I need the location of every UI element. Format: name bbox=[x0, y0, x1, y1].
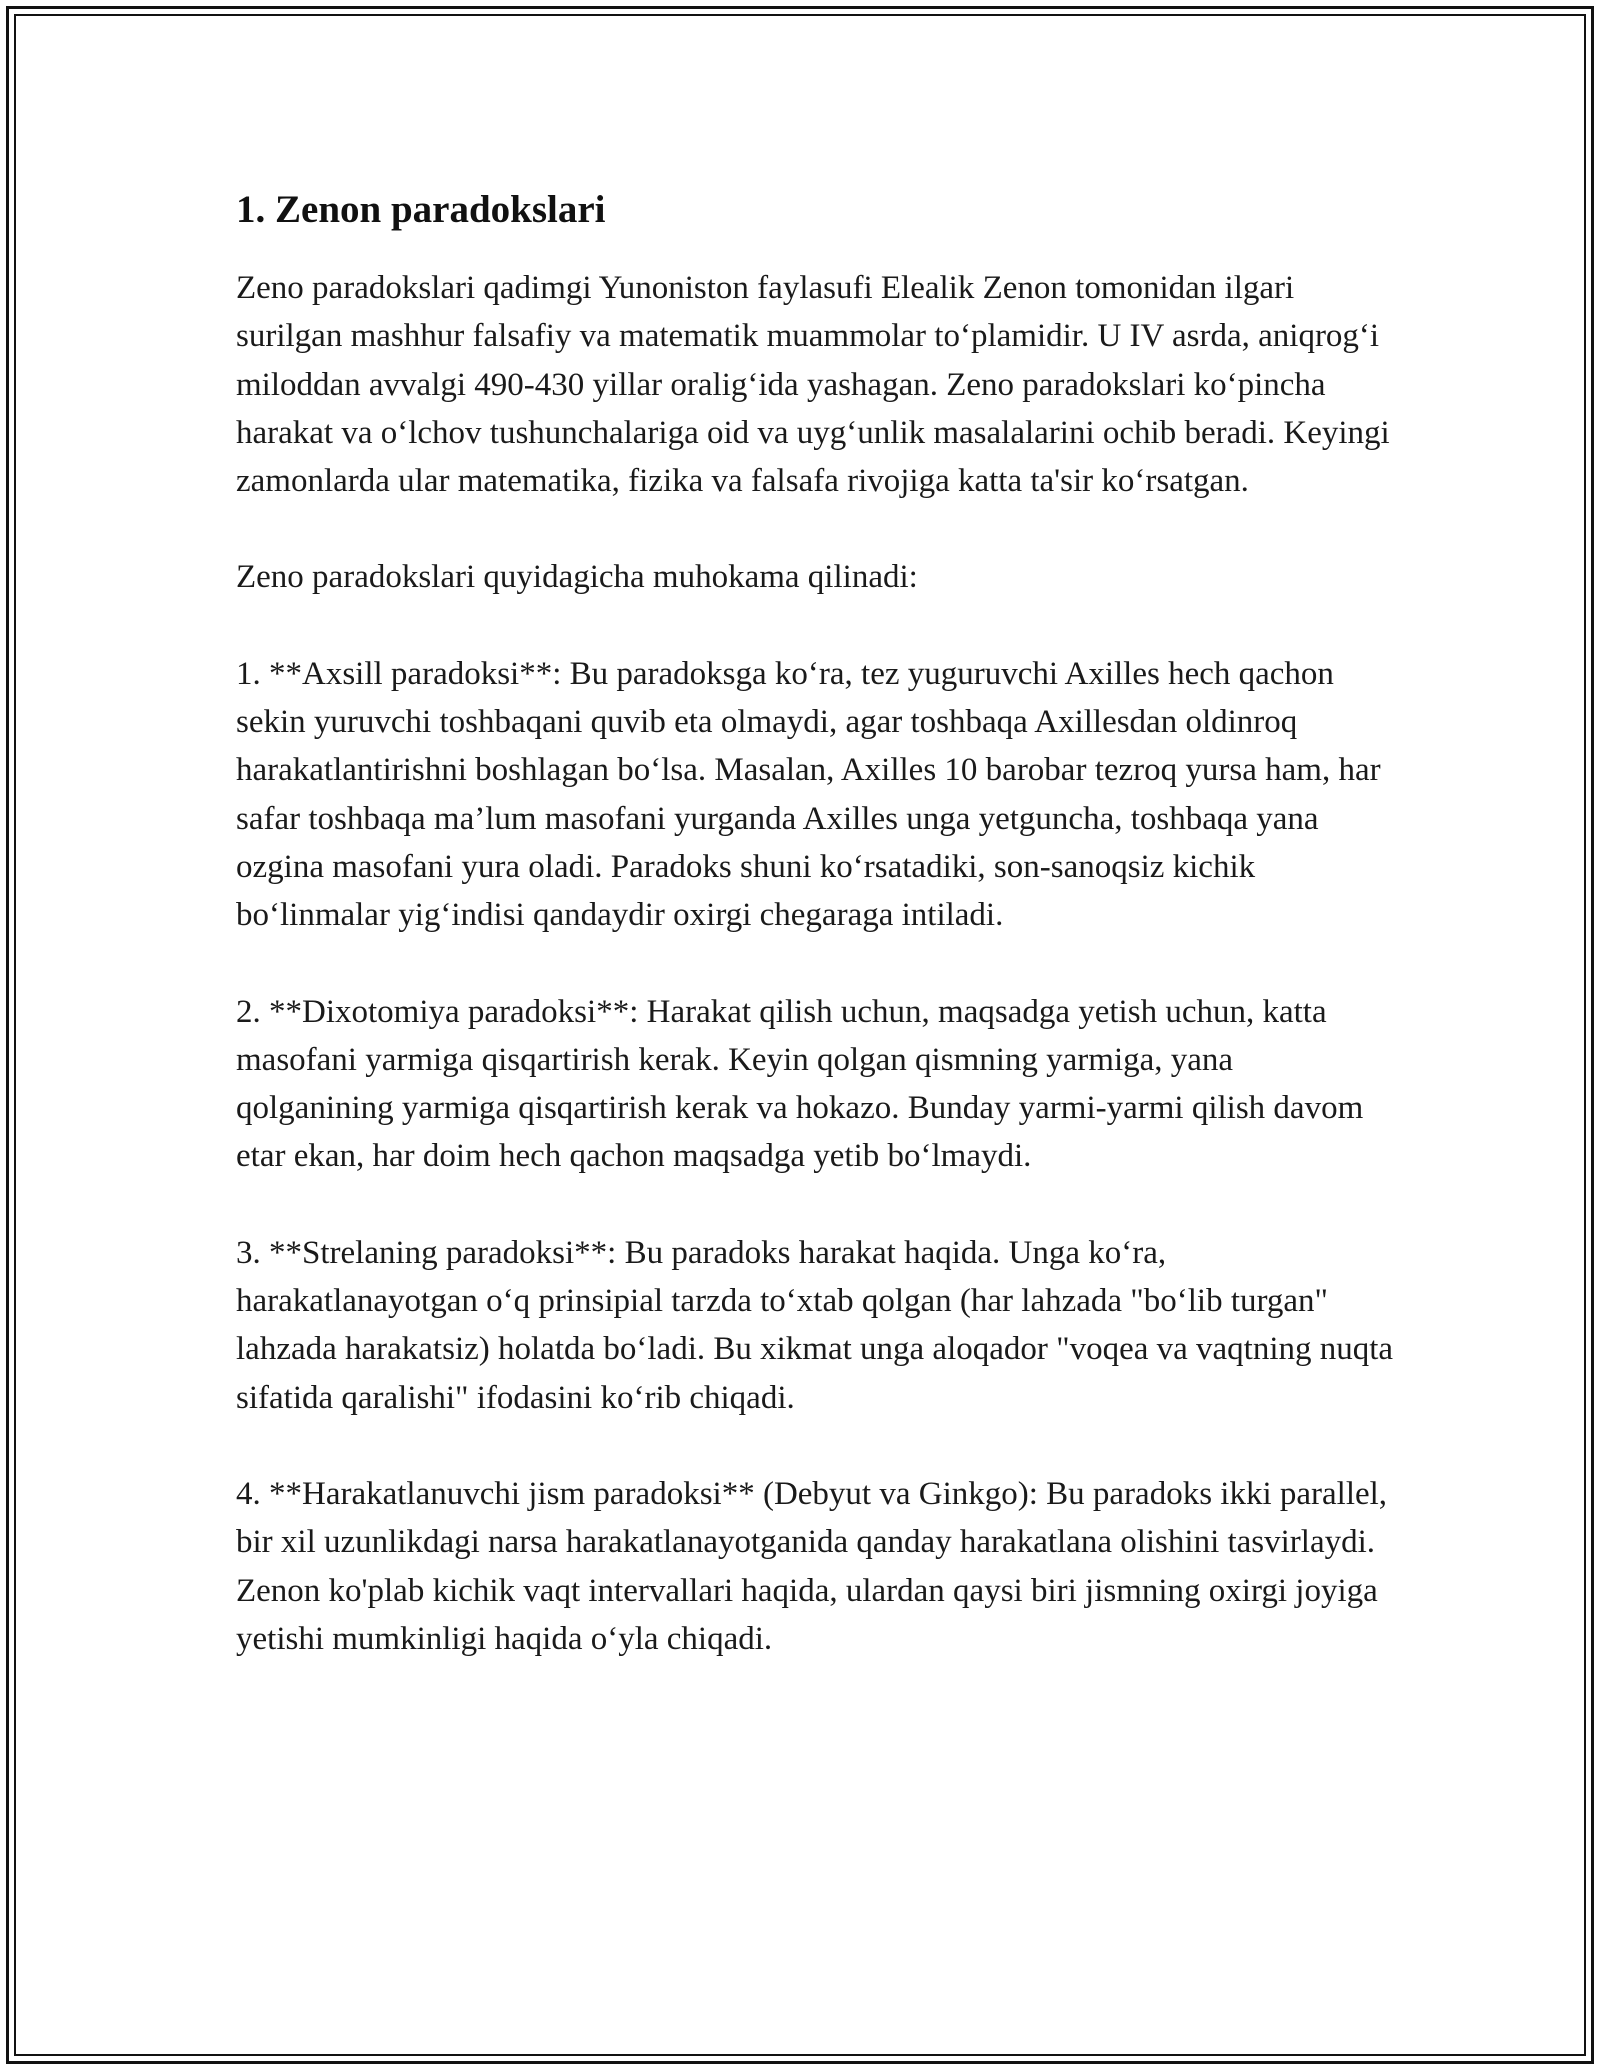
list-intro-paragraph: Zeno paradokslari quyidagicha muhokama qilinadi: bbox=[236, 559, 918, 596]
achilles-paradox-paragraph: 1. **Axsill paradoksi**: Bu paradoksga ko‘ra, tez yuguruvchi Axilles hech qachon sekin yuruvchi toshbaqani quvib eta olmaydi, agar toshbaqa Axillesdan oldinroq harakatlantirishni boshlagan bo‘lsa. Masalan, Axilles 10 barobar tezroq yursa ham, har safar toshbaqa ma’lum masofani yurganda Axilles unga yetguncha, toshbaqa yana ozgina masofani yura oladi. Paradoks shuni ko‘rsatadiki, son-sanoqsiz kichik bo‘linmalar yig‘indisi qandaydir oxirgi chegaraga intiladi. bbox=[236, 655, 1381, 934]
section-heading: 1. Zenon paradokslari bbox=[236, 188, 606, 231]
intro-paragraph: Zeno paradokslari qadimgi Yunoniston faylasufi Elealik Zenon tomonidan ilgari surilgan mashhur falsafiy va matematik muammolar to‘plamidir. U IV asrda, aniqrog‘i miloddan avvalgi 490-430 yillar oralig‘ida yashagan. Zeno paradokslari ko‘pincha harakat va o‘lchov tushunchalariga oid va uyg‘unlik masalalarini ochib beradi. Keyingi zamonlarda ular matematika, fizika va falsafa rivojiga katta ta'sir ko‘rsatgan. bbox=[236, 270, 1390, 500]
document-body bbox=[236, 186, 1396, 1711]
moving-body-paradox-paragraph: 4. **Harakatlanuvchi jism paradoksi** (Debyut va Ginkgo): Bu paradoks ikki parallel, bir xil uzunlikdagi narsa harakatlanayotganida qanday harakatlana olishini tasvirlaydi. Zenon ko'plab kichik vaqt intervallari haqida, ulardan qaysi biri jismning oxirgi joyiga yetishi mumkinligi haqida o‘yla chiqadi. bbox=[236, 1475, 1388, 1657]
dichotomy-paradox-paragraph: 2. **Dixotomiya paradoksi**: Harakat qilish uchun, maqsadga yetish uchun, katta masofani yarmiga qisqartirish kerak. Keyin qolgan qismning yarmiga, yana qolganining yarmiga qisqartirish kerak va hokazo. Bunday yarmi-yarmi qilish davom etar ekan, har doim hech qachon maqsadga yetib bo‘lmaydi. bbox=[236, 993, 1364, 1175]
arrow-paradox-paragraph: 3. **Strelaning paradoksi**: Bu paradoks harakat haqida. Unga ko‘ra, harakatlanayotgan o‘q prinsipial tarzda to‘xtab qolgan (har lahzada "bo‘lib turgan" lahzada harakatsiz) holatda bo‘ladi. Bu xikmat unga aloqador "voqea va vaqtning nuqta sifatida qaralishi" ifodasini ko‘rib chiqadi. bbox=[236, 1234, 1394, 1416]
